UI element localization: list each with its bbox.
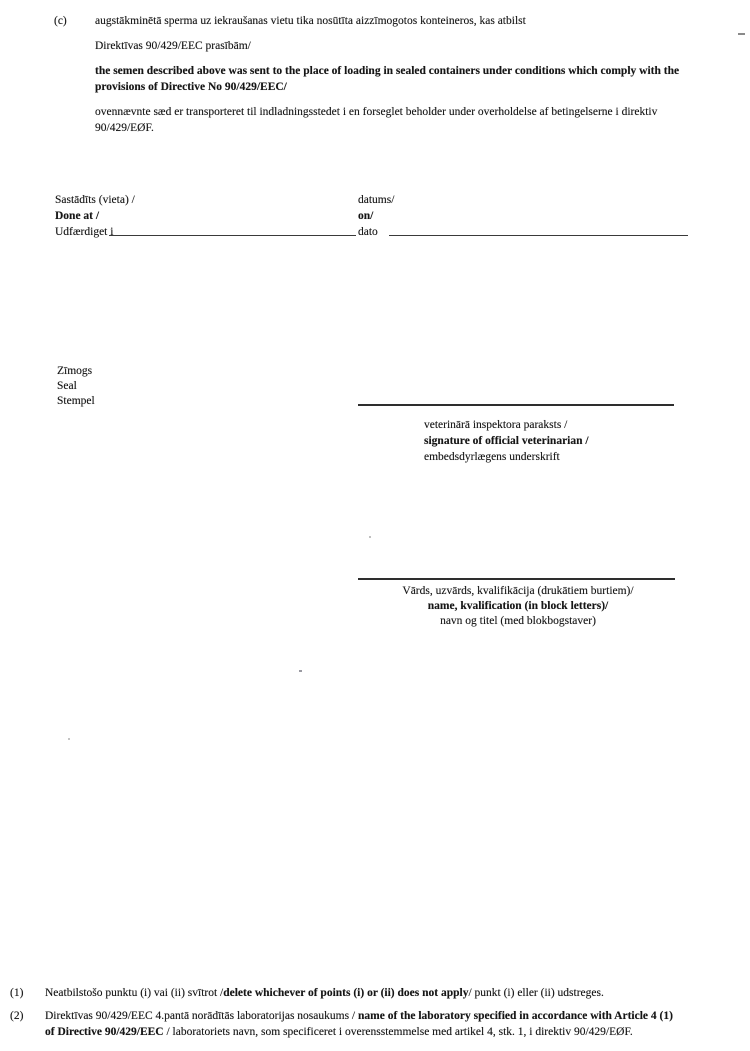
date-label-danish: dato — [358, 226, 378, 238]
clause-c-text-danish — [95, 104, 657, 136]
signature-caption-danish: embedsdyrlægens underskrift — [424, 451, 560, 463]
scan-artifact-dash — [738, 33, 745, 35]
clause-c-danish-line2: 90/429/EØF. — [95, 122, 154, 134]
clause-c-english-line1: the semen described above was sent to the place of loading in sealed containers under conditions which comply with the — [95, 65, 680, 77]
clause-c-label: (c) — [54, 15, 67, 27]
seal-label-danish: Stempel — [57, 395, 95, 407]
clause-c-text-latvian-line1: augstākminētā sperma uz iekraušanas vietu tika nosūtīta aizzīmogotos konteineros, kas atbilst — [95, 15, 526, 27]
name-caption-latvian: Vārds, uzvārds, kvalifikācija (drukātiem burtiem)/ — [402, 585, 634, 597]
name-caption-danish: navn og titel (med blokbogstaver) — [440, 615, 596, 627]
name-qualification-line — [358, 578, 675, 580]
veterinarian-signature-line — [358, 404, 674, 406]
date-label-english: on/ — [358, 210, 374, 222]
seal-label-latvian: Zīmogs — [57, 365, 93, 377]
text-segment: / punkt (i) eller (ii) udstreges. — [468, 987, 604, 999]
signature-caption-latvian: veterinārā inspektora paraksts / — [424, 419, 568, 431]
name-qualification-caption — [358, 584, 678, 629]
footnote-2-number: (2) — [10, 1010, 24, 1022]
date-blank-line — [389, 235, 688, 236]
footnote-1-text — [45, 985, 604, 1001]
signature-caption-english: signature of official veterinarian / — [424, 435, 589, 447]
clause-c-danish-line1: ovennævnte sæd er transporteret til indladningsstedet i en forseglet beholder under overholdelse af betingelserne i direktiv — [95, 106, 658, 118]
text-segment: of Directive 90/429/EEC — [45, 1026, 164, 1038]
signature-caption — [424, 417, 589, 465]
clause-c-english-line2: provisions of Directive No 90/429/EEC/ — [95, 81, 287, 93]
seal-label-english: Seal — [57, 380, 77, 392]
clause-c-text-english — [95, 63, 679, 95]
done-at-label-latvian: Sastādīts (vieta) / — [55, 194, 135, 206]
scan-artifact-speck — [369, 536, 371, 538]
done-at-label-danish: Udfærdiget i — [55, 226, 114, 238]
date-label-latvian: datums/ — [358, 194, 395, 206]
text-segment: Direktīvas 90/429/EEC 4.pantā norādītās laboratorijas nosaukums / — [45, 1010, 358, 1022]
done-at-label-english: Done at / — [55, 210, 100, 222]
clause-c-text-latvian-line2: Direktīvas 90/429/EEC prasībām/ — [95, 40, 251, 52]
footnote-1-number: (1) — [10, 987, 24, 999]
text-segment: / laboratoriets navn, som specificeret i overensstemmelse med artikel 4, stk. 1, i direktiv 90/429/EØF. — [163, 1026, 633, 1038]
text-segment: name of the laboratory specified in accordance with Article 4 (1) — [358, 1010, 673, 1022]
done-at-place-blank-line — [109, 235, 356, 236]
scan-artifact-speck — [299, 670, 302, 672]
seal-block — [57, 364, 95, 409]
text-segment: delete whichever of points (i) or (ii) does not apply — [223, 987, 469, 999]
name-caption-english: name, kvalification (in block letters)/ — [427, 600, 609, 612]
text-segment: Neatbilstošo punktu (i) vai (ii) svītrot / — [45, 987, 224, 999]
scan-artifact-speck — [68, 738, 70, 740]
footnote-2-text — [45, 1008, 673, 1040]
